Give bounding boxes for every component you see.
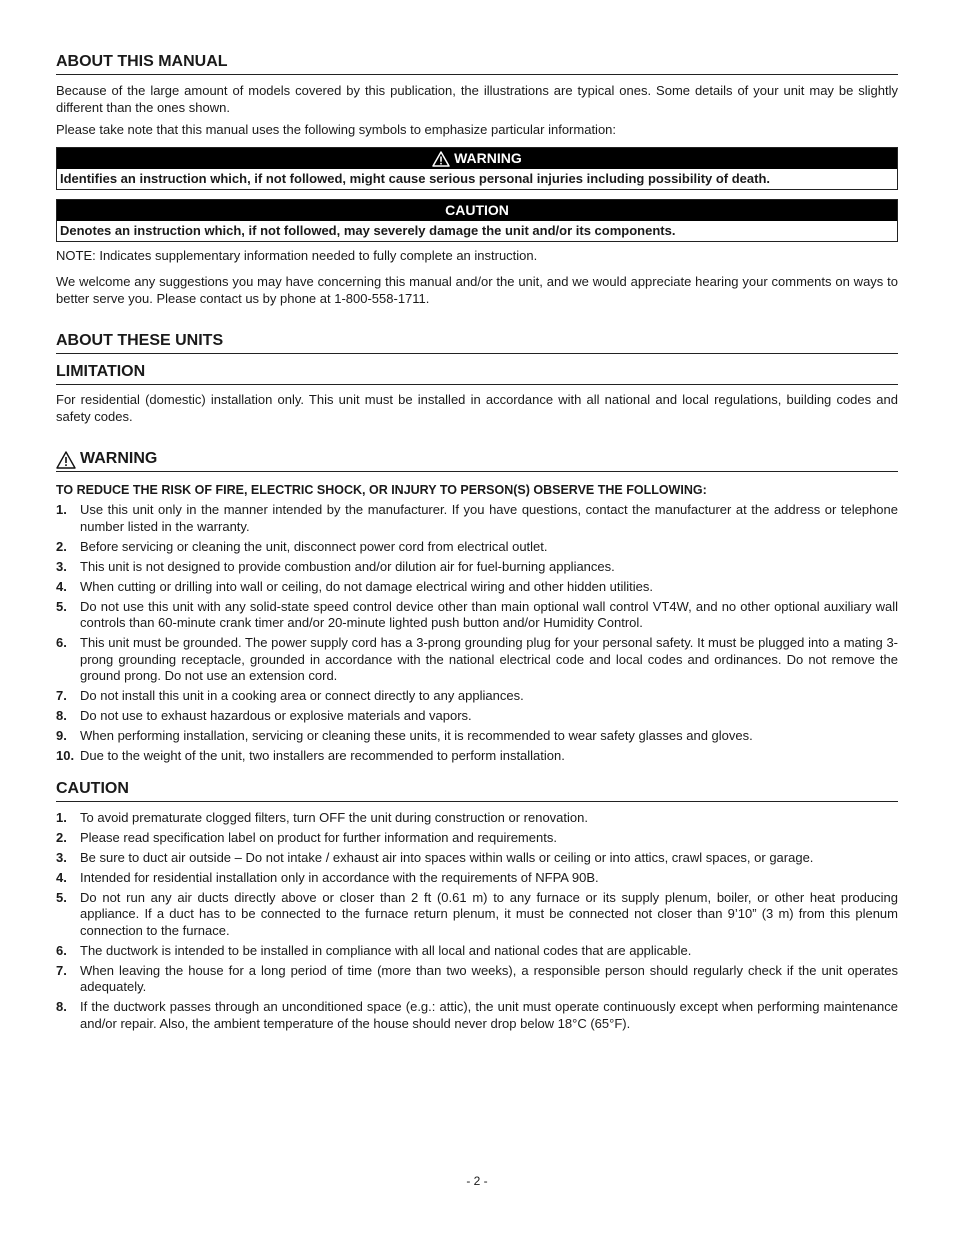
item-number: 6. [56, 942, 67, 958]
warning-triangle-icon [432, 151, 450, 167]
list-item [56, 748, 898, 765]
warning-heading [56, 449, 898, 472]
item-text: This unit is not designed to provide combustion and/or dilution air for fuel-burning appliances. [80, 558, 615, 574]
item-text: If the ductwork passes through an unconditioned space (e.g.: attic), the unit must operate continuously except when performing maintenance and/or repair. Also, the ambient temperature of the house should never drop below 18°C (65°F). [80, 999, 898, 1031]
list-item [56, 708, 898, 725]
item-text: The ductwork is intended to be installed in compliance with all local and national codes that are applicable. [80, 942, 692, 958]
item-text: When cutting or drilling into wall or ceiling, do not damage electrical wiring and other hidden utilities. [80, 578, 654, 594]
item-text: Do not use to exhaust hazardous or explosive materials and vapors. [80, 708, 472, 723]
item-text: This unit must be grounded. The power supply cord has a 3-prong grounding plug for your personal safety. It must be plugged into a mating 3-prong grounding receptacle, grounded in accordance with the national electrical code and local codes and ordinances. Do not remove the ground prong. Do not use an extension cord. [80, 635, 898, 683]
about-units-heading: ABOUT THESE UNITS [56, 331, 898, 354]
warning-heading-label: WARNING [80, 450, 158, 467]
list-item [56, 850, 898, 867]
item-number: 5. [56, 889, 67, 905]
list-item [56, 999, 898, 1032]
manual-page [56, 52, 898, 1032]
item-text: Use this unit only in the manner intended by the manufacturer. If you have questions, contact the manufacturer at the address or telephone number listed in the warranty. [80, 502, 898, 534]
caution-list [56, 810, 898, 1033]
item-number: 8. [56, 999, 67, 1014]
warning-box-text: Identifies an instruction which, if not followed, might cause serious personal injuries including possibility of death. [60, 171, 771, 186]
item-number: 2. [56, 829, 67, 845]
item-text: Please read specification label on product for further information and requirements. [80, 829, 557, 845]
limitation-paragraph: For residential (domestic) installation only. This unit must be installed in accordance with all national and local regulations, building codes and safety codes. [56, 392, 898, 424]
symbols-intro-paragraph: Please take note that this manual uses the following symbols to emphasize particular information: [56, 122, 617, 137]
item-number: 3. [56, 558, 67, 574]
list-item [56, 810, 898, 827]
about-manual-heading: ABOUT THIS MANUAL [56, 52, 898, 75]
item-number: 3. [56, 849, 67, 865]
list-item [56, 890, 898, 940]
limitation-heading: LIMITATION [56, 362, 898, 385]
list-item [56, 599, 898, 632]
item-text: Do not install this unit in a cooking area or connect directly to any appliances. [80, 688, 524, 703]
list-item [56, 963, 898, 996]
list-item [56, 502, 898, 535]
caution-definition-box [56, 199, 898, 242]
list-item [56, 870, 898, 887]
list-item [56, 728, 898, 745]
list-item [56, 579, 898, 596]
item-text: When performing installation, servicing or cleaning these units, it is recommended to wear safety glasses and gloves. [80, 728, 753, 743]
item-number: 7. [56, 688, 67, 703]
list-item [56, 830, 898, 847]
item-number: 4. [56, 869, 67, 885]
list-item [56, 559, 898, 576]
warning-box-title: WARNING [454, 150, 522, 166]
item-number: 1. [56, 502, 67, 517]
item-number: 2. [56, 538, 67, 554]
item-text: Do not use this unit with any solid-state speed control device other than main optional wall control VT4W, and no other optional auxiliary wall controls than 60-minute crank timer and/or 20-minute lighted push button and/or Humidity Control. [80, 598, 898, 630]
item-text: When leaving the house for a long period of time (more than two weeks), a responsible person should regularly check if the unit operates adequately. [80, 962, 898, 994]
item-text: Intended for residential installation only in accordance with the requirements of NFPA 90B. [80, 869, 599, 885]
list-item [56, 635, 898, 685]
item-number: 6. [56, 635, 67, 650]
item-number: 7. [56, 962, 67, 978]
caution-box-text: Denotes an instruction which, if not followed, may severely damage the unit and/or its components. [60, 223, 676, 238]
caution-box-title: CAUTION [57, 200, 897, 221]
warning-box-header [57, 148, 897, 169]
item-text: Due to the weight of the unit, two installers are recommended to perform installation. [80, 748, 565, 763]
warning-list [56, 502, 898, 765]
list-item [56, 539, 898, 556]
item-number: 10. [56, 748, 75, 763]
note-paragraph: NOTE: Indicates supplementary information needed to fully complete an instruction. [56, 248, 538, 263]
item-text: Be sure to duct air outside – Do not intake / exhaust air into spaces within walls or ceiling or into attics, crawl spaces, or garage. [80, 849, 814, 865]
list-item [56, 943, 898, 960]
welcome-paragraph: We welcome any suggestions you may have concerning this manual and/or the unit, and we would appreciate hearing your comments on ways to better serve you. Please contact us by phone at 1-800-558-1711. [56, 274, 898, 306]
warning-definition-box [56, 147, 898, 190]
item-text: Before servicing or cleaning the unit, disconnect power cord from electrical outlet. [80, 538, 548, 554]
item-number: 9. [56, 728, 67, 743]
warning-triangle-icon [56, 451, 76, 469]
item-number: 1. [56, 809, 67, 825]
caution-heading: CAUTION [56, 779, 898, 802]
about-manual-paragraph: Because of the large amount of models covered by this publication, the illustrations are typical ones. Some details of your unit may be slightly different than the ones shown. [56, 83, 898, 115]
item-text: Do not run any air ducts directly above or closer than 2 ft (0.61 m) to any furnace or its supply plenum, boiler, or other heat producing appliance. If a duct has to be connected to the furnace return plenum, it must be connected not closer than 9’10” (3 m) from this plenum connection to the furnace. [80, 889, 898, 938]
item-number: 5. [56, 598, 67, 614]
item-number: 4. [56, 578, 67, 594]
page-number: - 2 - [466, 1174, 488, 1188]
item-text: To avoid prematurate clogged filters, turn OFF the unit during construction or renovation. [80, 809, 588, 825]
item-number: 8. [56, 708, 67, 723]
list-item [56, 688, 898, 705]
warning-lead-text: TO REDUCE THE RISK OF FIRE, ELECTRIC SHOCK, OR INJURY TO PERSON(S) OBSERVE THE FOLLOWING: [56, 483, 707, 497]
